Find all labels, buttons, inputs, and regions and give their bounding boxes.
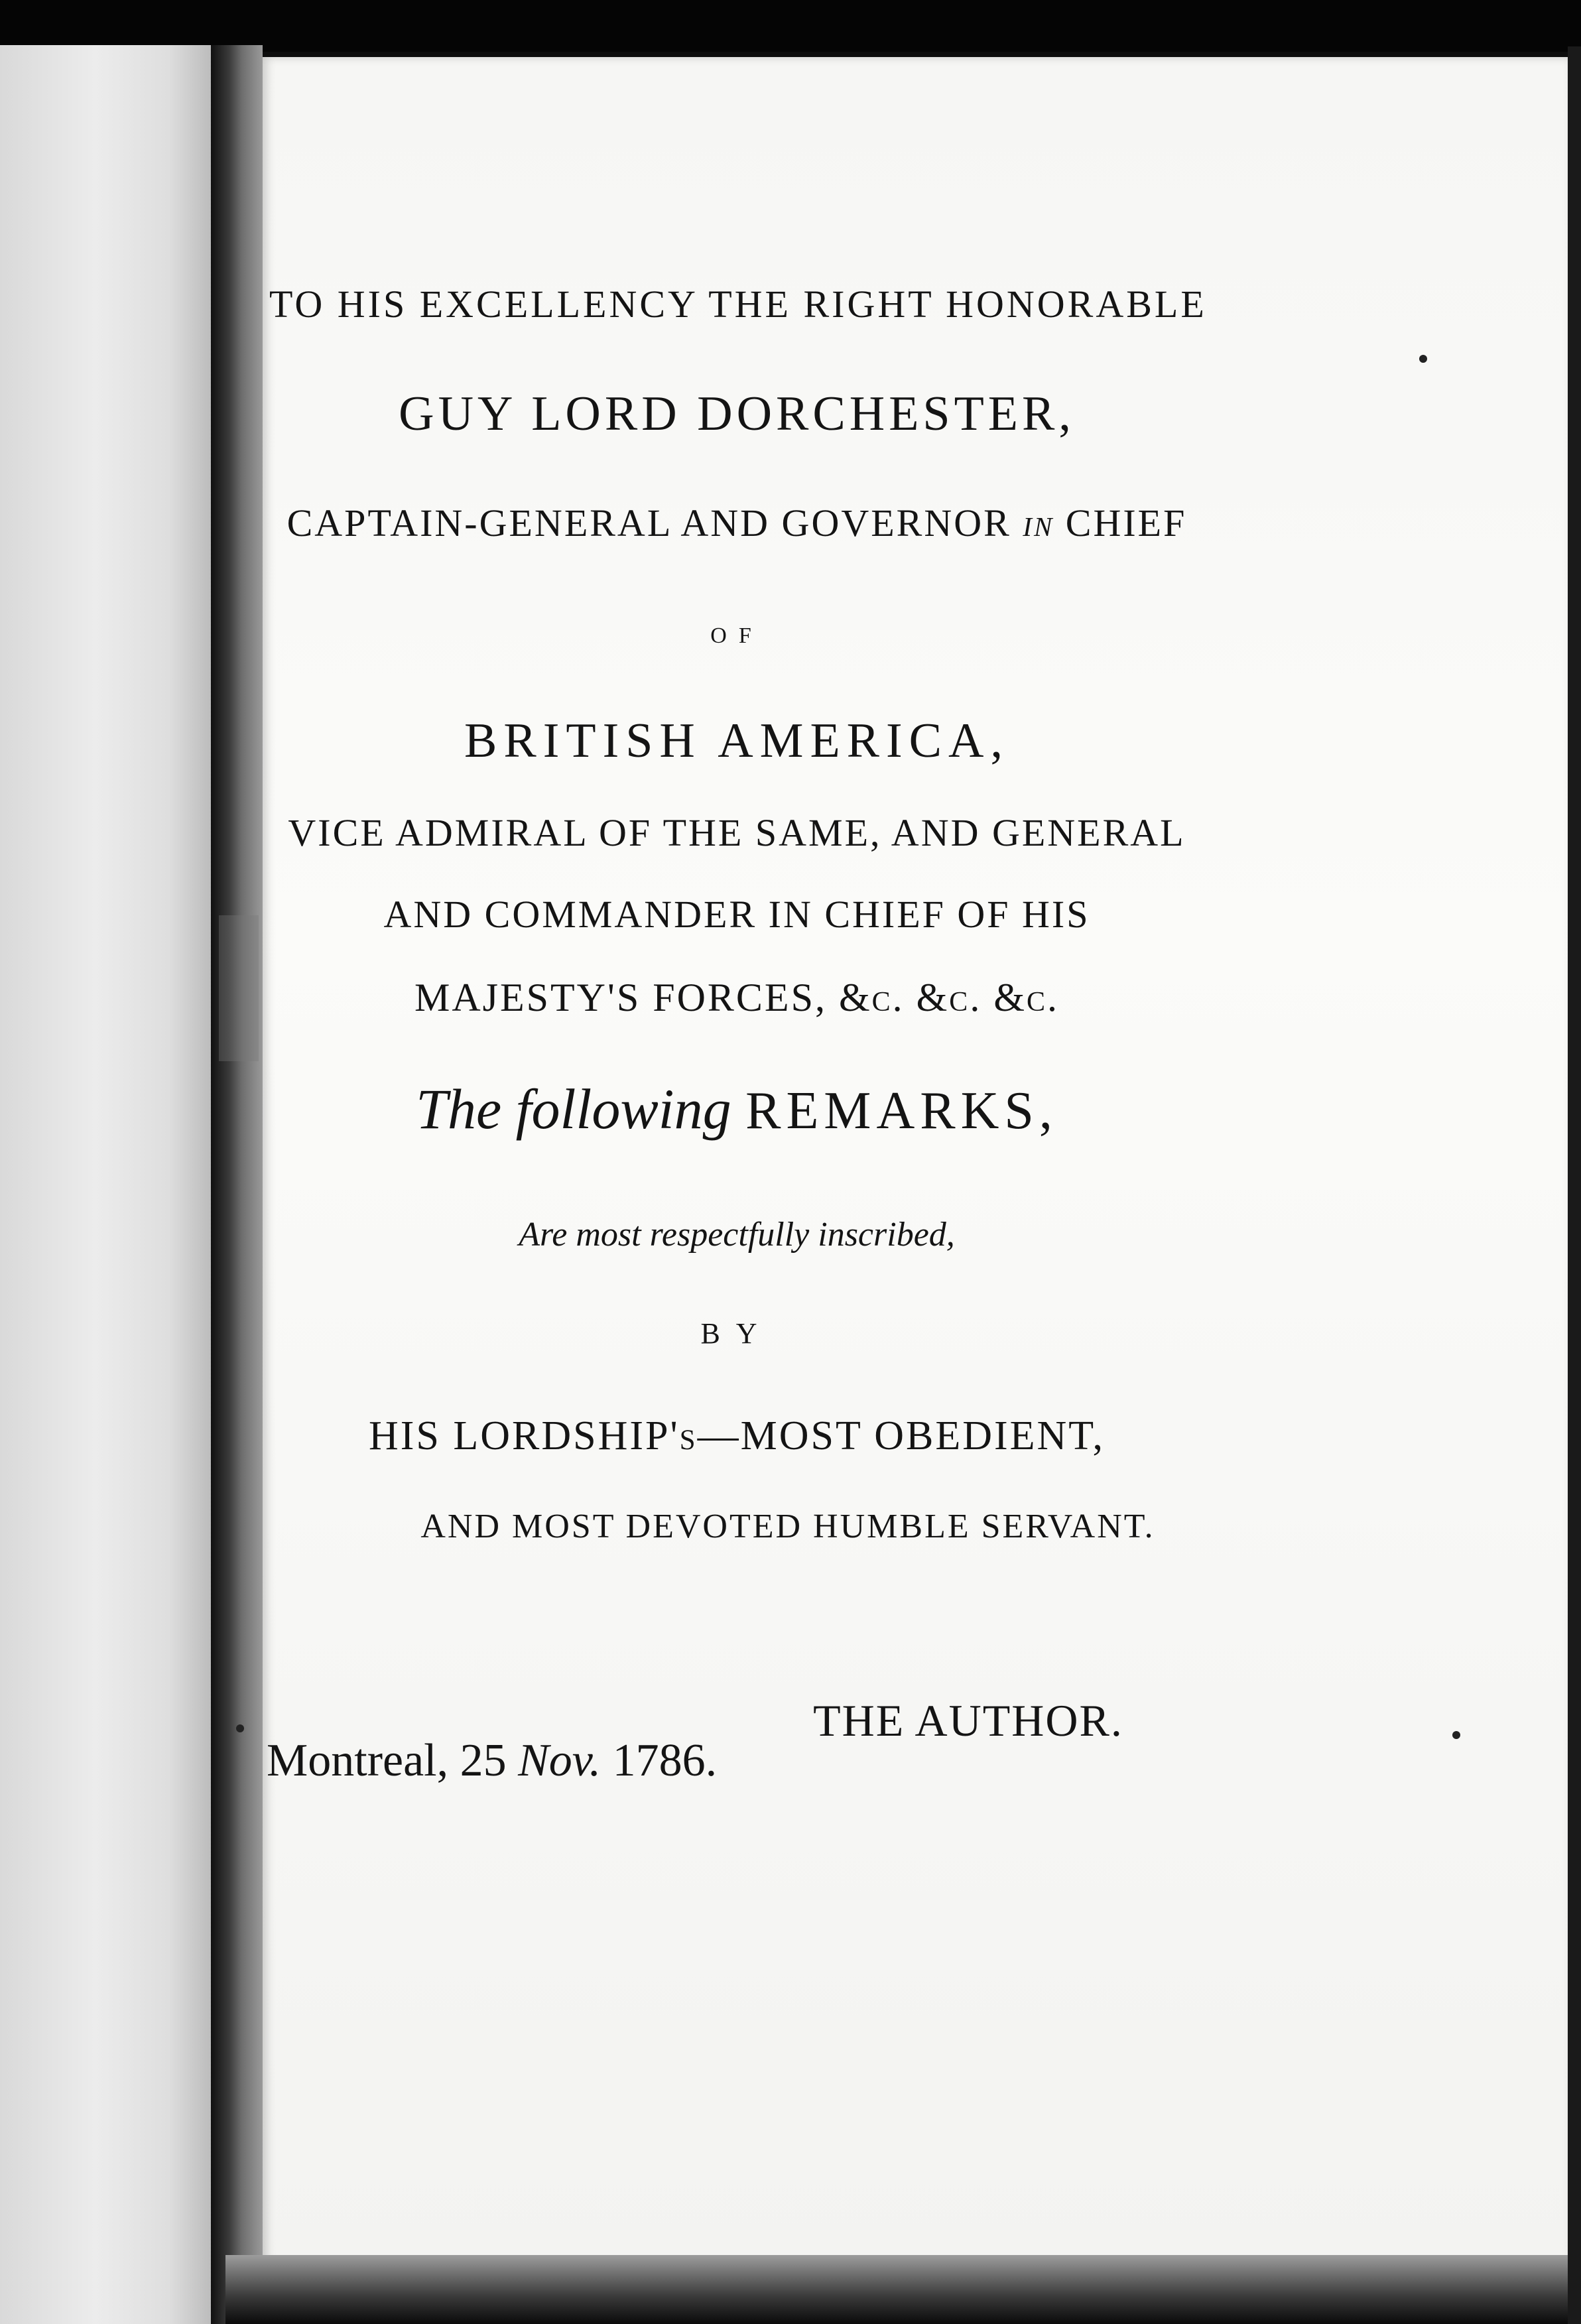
dedication-line-obedient: HIS LORDSHIP's—MOST OBEDIENT, <box>368 1413 1106 1458</box>
place-and-date <box>267 1734 797 1787</box>
remarks-caps: REMARKS, <box>745 1082 1058 1140</box>
dedication-line-remarks <box>269 1076 1204 1142</box>
title-italic: in <box>1023 501 1054 545</box>
dedication-line-forces: MAJESTY'S FORCES, &c. &c. &c. <box>414 976 1060 1019</box>
dedication-line-inscribed: Are most respectfully inscribed, <box>519 1216 955 1254</box>
ink-speck <box>1419 355 1427 363</box>
ink-speck <box>1452 1731 1460 1739</box>
date-suffix: 1786. <box>601 1735 718 1786</box>
facing-page-fragment <box>0 45 211 2324</box>
dedication-line-servant: AND MOST DEVOTED HUMBLE SERVANT. <box>420 1508 1155 1545</box>
date-prefix: Montreal, 25 <box>267 1735 519 1786</box>
scan-top-border <box>0 0 1581 52</box>
ink-speck <box>236 1724 244 1732</box>
dedication-line-commander: AND COMMANDER IN CHIEF OF HIS <box>383 893 1090 936</box>
book-gutter <box>211 45 263 2324</box>
dedication-line-title <box>269 501 1204 545</box>
dedication-line-of: OF <box>710 623 763 648</box>
dedication-line-excellency: TO HIS EXCELLENCY THE RIGHT HONORABLE <box>269 283 1207 326</box>
dedication-line-vice-admiral: VICE ADMIRAL OF THE SAME, AND GENERAL <box>288 811 1186 854</box>
scan-bottom-border <box>225 2255 1581 2324</box>
scan-right-border <box>1568 46 1581 2324</box>
dedication-line-name: GUY LORD DORCHESTER, <box>399 387 1075 441</box>
title-prefix: CAPTAIN-GENERAL AND GOVERNOR <box>286 501 1023 545</box>
date-month: Nov. <box>518 1735 601 1786</box>
dedication-line-british-america: BRITISH AMERICA, <box>464 714 1009 768</box>
dedication-line-by: BY <box>700 1317 773 1350</box>
signature: THE AUTHOR. <box>813 1695 1123 1746</box>
title-suffix: CHIEF <box>1054 501 1187 545</box>
remarks-italic: The following <box>416 1077 746 1141</box>
paper-stain <box>219 915 259 1061</box>
